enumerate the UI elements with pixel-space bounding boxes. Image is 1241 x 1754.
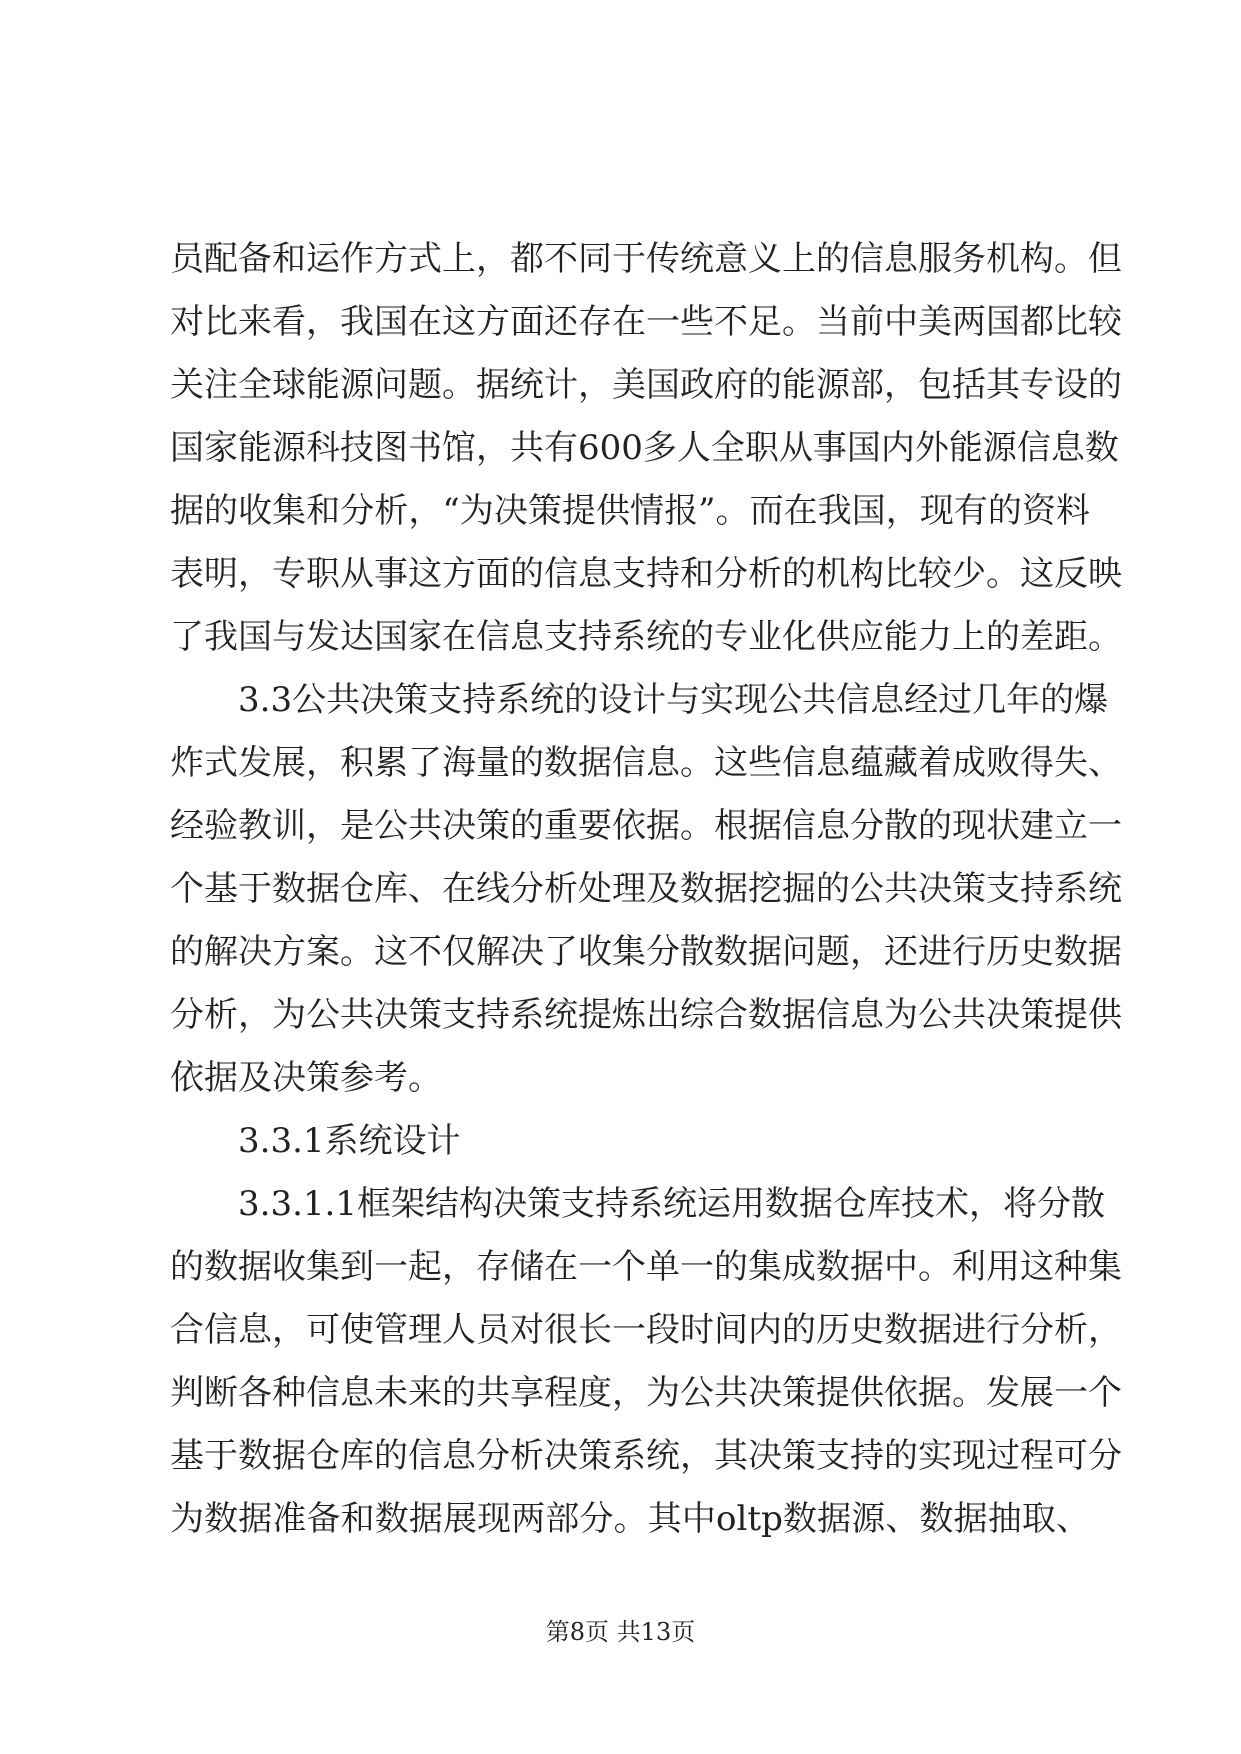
text-line: 判断各种信息未来的共享程度，为公共决策提供依据。发展一个 [170, 1373, 1122, 1413]
text-line: 的数据收集到一起，存储在一个单一的集成数据中。利用这种集 [170, 1247, 1122, 1287]
text-line: 个基于数据仓库、在线分析处理及数据挖掘的公共决策支持系统 [170, 869, 1122, 909]
text-line: 关注全球能源问题。据统计，美国政府的能源部，包括其专设的 [170, 365, 1122, 405]
page-footer [0, 1612, 1241, 1647]
text-line: 的解决方案。这不仅解决了收集分散数据问题，还进行历史数据 [170, 932, 1122, 972]
text-line: 合信息，可使管理人员对很长一段时间内的历史数据进行分析， [170, 1310, 1122, 1350]
text-line: 基于数据仓库的信息分析决策系统，其决策支持的实现过程可分 [170, 1436, 1122, 1476]
text-line: 分析，为公共决策支持系统提炼出综合数据信息为公共决策提供 [170, 995, 1122, 1035]
text-line: 炸式发展，积累了海量的数据信息。这些信息蕴藏着成败得失、 [170, 743, 1122, 783]
text-line: 经验教训，是公共决策的重要依据。根据信息分散的现状建立一 [170, 806, 1122, 846]
text-line: 表明，专职从事这方面的信息支持和分析的机构比较少。这反映 [170, 554, 1122, 594]
subsection-heading: 3.3.1系统设计 [238, 1121, 461, 1161]
text-line: 依据及决策参考。 [170, 1058, 442, 1098]
text-line: 员配备和运作方式上，都不同于传统意义上的信息服务机构。但 [170, 239, 1122, 279]
text-line: 了我国与发达国家在信息支持系统的专业化供应能力上的差距。 [170, 617, 1122, 657]
text-line: 国家能源科技图书馆，共有600多人全职从事国内外能源信息数 [170, 428, 1119, 468]
body-text [170, 228, 1122, 1551]
page-number: 第8页 共13页 [545, 1618, 696, 1646]
section-heading-line: 3.3公共决策支持系统的设计与实现公共信息经过几年的爆 [238, 680, 1109, 720]
section-heading-line: 3.3.1.1框架结构决策支持系统运用数据仓库技术，将分散 [238, 1184, 1105, 1224]
text-line: 对比来看，我国在这方面还存在一些不足。当前中美两国都比较 [170, 302, 1122, 342]
text-line: 据的收集和分析，“为决策提供情报”。而在我国，现有的资料 [170, 491, 1090, 531]
text-line: 为数据准备和数据展现两部分。其中oltp数据源、数据抽取、 [170, 1499, 1090, 1539]
